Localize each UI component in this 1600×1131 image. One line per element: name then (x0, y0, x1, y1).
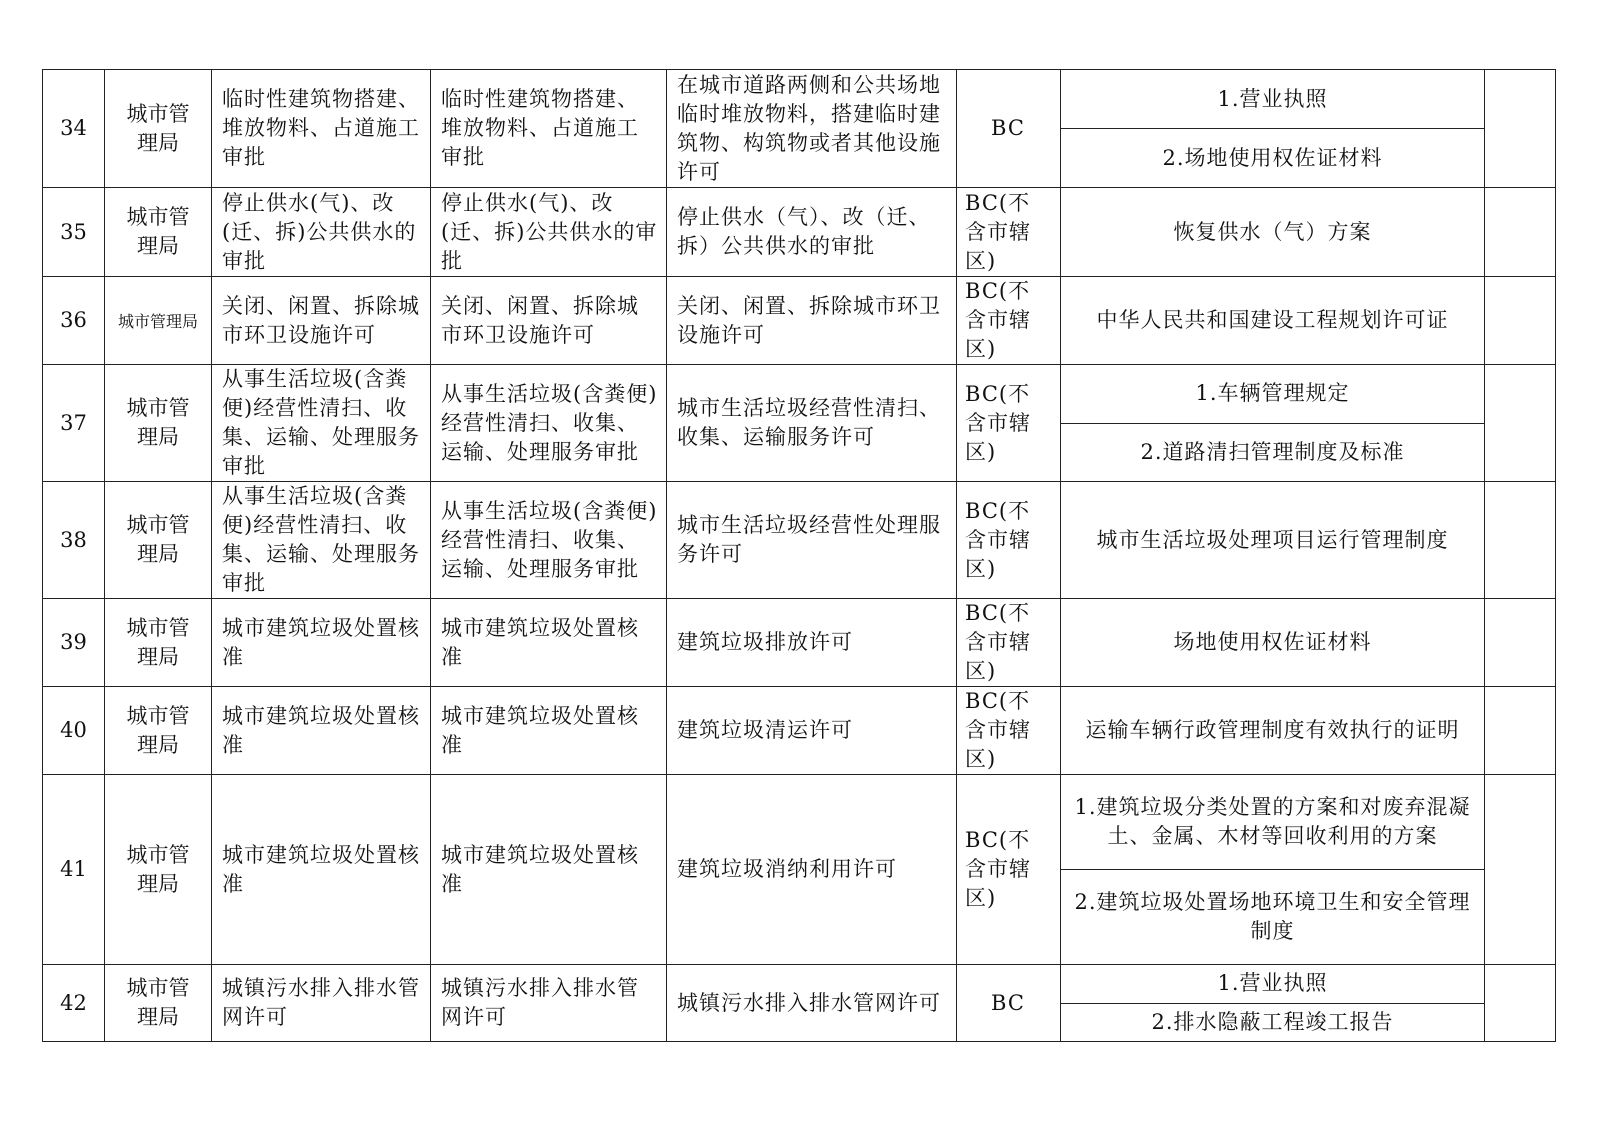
sub-item: 城市建筑垃圾处置核准 (431, 687, 667, 775)
scope-cell (957, 599, 1061, 687)
department-cell (105, 775, 212, 965)
scope-cell (957, 965, 1061, 1042)
sub-item: 城市建筑垃圾处置核准 (431, 775, 667, 965)
sub-item: 城市建筑垃圾处置核准 (431, 599, 667, 687)
scope-cell (957, 70, 1061, 188)
scope-cell (957, 687, 1061, 775)
sub-item: 关闭、闲置、拆除城市环卫设施许可 (431, 277, 667, 365)
department-label: 城市管理局 (118, 311, 199, 331)
scope-cell (957, 365, 1061, 482)
permit-content: 城市生活垃圾经营性处理服务许可 (667, 482, 957, 599)
remarks-cell (1485, 965, 1556, 1042)
permit-table (42, 69, 1556, 1042)
permit-content: 关闭、闲置、拆除城市环卫设施许可 (667, 277, 957, 365)
department-cell (105, 599, 212, 687)
remarks-cell (1485, 70, 1556, 188)
sub-item: 停止供水(气)、改(迁、拆)公共供水的审批 (431, 188, 667, 277)
department-cell (105, 965, 212, 1042)
row-number: 35 (43, 188, 105, 277)
table-row (43, 687, 1556, 775)
remarks-cell (1485, 188, 1556, 277)
row-number: 38 (43, 482, 105, 599)
department-cell (105, 188, 212, 277)
sub-item: 临时性建筑物搭建、堆放物料、占道施工审批 (431, 70, 667, 188)
sub-item: 从事生活垃圾(含粪便)经营性清扫、收集、运输、处理服务审批 (431, 365, 667, 482)
material-item: 1.车辆管理规定 (1061, 365, 1484, 424)
remarks-cell (1485, 277, 1556, 365)
department-cell (105, 365, 212, 482)
approval-item: 城市建筑垃圾处置核准 (212, 687, 431, 775)
remarks-cell (1485, 687, 1556, 775)
row-number: 34 (43, 70, 105, 188)
department-cell (105, 482, 212, 599)
permit-content: 城镇污水排入排水管网许可 (667, 965, 957, 1042)
materials-cell (1061, 599, 1485, 687)
permit-content: 停止供水（气）、改（迁、拆）公共供水的审批 (667, 188, 957, 277)
material-item: 城市生活垃圾处理项目运行管理制度 (1096, 527, 1449, 552)
materials-cell (1061, 70, 1485, 188)
material-item: 2.场地使用权佐证材料 (1162, 145, 1383, 170)
approval-item: 城市建筑垃圾处置核准 (212, 775, 431, 965)
materials-cell (1061, 965, 1485, 1042)
table-row (43, 482, 1556, 599)
scope-label: BC(不含市辖区) (965, 601, 1031, 683)
material-item: 1.营业执照 (1061, 965, 1484, 1004)
department-label: 城市管理局 (126, 615, 190, 669)
materials-cell (1061, 188, 1485, 277)
approval-item: 城市建筑垃圾处置核准 (212, 599, 431, 687)
remarks-cell (1485, 599, 1556, 687)
scope-cell (957, 277, 1061, 365)
department-label: 城市管理局 (126, 703, 190, 757)
table-body (43, 70, 1556, 1042)
remarks-cell (1485, 775, 1556, 965)
department-cell (105, 687, 212, 775)
scope-label: BC (991, 116, 1025, 140)
materials-cell (1061, 775, 1485, 965)
table-row (43, 599, 1556, 687)
material-item: 2.道路清扫管理制度及标准 (1140, 439, 1405, 464)
approval-item: 关闭、闲置、拆除城市环卫设施许可 (212, 277, 431, 365)
table-row (43, 188, 1556, 277)
permit-content: 在城市道路两侧和公共场地临时堆放物料，搭建临时建筑物、构筑物或者其他设施许可 (667, 70, 957, 188)
department-label: 城市管理局 (126, 396, 190, 449)
row-number: 41 (43, 775, 105, 965)
department-label: 城市管理局 (126, 101, 190, 155)
materials-cell (1061, 365, 1485, 482)
scope-label: BC(不含市辖区) (965, 279, 1031, 361)
scope-label: BC(不含市辖区) (965, 828, 1031, 910)
material-item: 2.排水隐蔽工程竣工报告 (1151, 1009, 1394, 1034)
row-number: 36 (43, 277, 105, 365)
department-label: 城市管理局 (126, 842, 190, 896)
material-item: 1.建筑垃圾分类处置的方案和对废弃混凝土、金属、木材等回收利用的方案 (1061, 775, 1484, 870)
materials-cell (1061, 277, 1485, 365)
table-row (43, 70, 1556, 188)
sub-item: 从事生活垃圾(含粪便)经营性清扫、收集、运输、处理服务审批 (431, 482, 667, 599)
table-row (43, 277, 1556, 365)
permit-content: 建筑垃圾清运许可 (667, 687, 957, 775)
department-label: 城市管理局 (126, 513, 190, 566)
scope-label: BC(不含市辖区) (965, 689, 1031, 771)
department-cell (105, 277, 212, 365)
row-number: 37 (43, 365, 105, 482)
scope-label: BC(不含市辖区) (965, 190, 1031, 273)
scope-label: BC(不含市辖区) (965, 381, 1031, 464)
table-row (43, 965, 1556, 1042)
permit-content: 城市生活垃圾经营性清扫、收集、运输服务许可 (667, 365, 957, 482)
material-item: 2.建筑垃圾处置场地环境卫生和安全管理制度 (1074, 890, 1471, 943)
material-item: 恢复供水（气）方案 (1173, 219, 1372, 244)
approval-item: 从事生活垃圾(含粪便)经营性清扫、收集、运输、处理服务审批 (212, 482, 431, 599)
material-item: 中华人民共和国建设工程规划许可证 (1096, 308, 1449, 332)
permit-content: 建筑垃圾排放许可 (667, 599, 957, 687)
row-number: 42 (43, 965, 105, 1042)
material-item: 1.营业执照 (1061, 70, 1484, 129)
scope-label: BC(不含市辖区) (965, 498, 1031, 581)
row-number: 40 (43, 687, 105, 775)
table-row (43, 775, 1556, 965)
scope-cell (957, 188, 1061, 277)
department-cell (105, 70, 212, 188)
materials-cell (1061, 687, 1485, 775)
approval-item: 停止供水(气)、改(迁、拆)公共供水的审批 (212, 188, 431, 277)
approval-item: 从事生活垃圾(含粪便)经营性清扫、收集、运输、处理服务审批 (212, 365, 431, 482)
scope-cell (957, 482, 1061, 599)
table-row (43, 365, 1556, 482)
remarks-cell (1485, 365, 1556, 482)
department-label: 城市管理局 (126, 205, 190, 258)
material-item: 场地使用权佐证材料 (1173, 630, 1372, 654)
scope-cell (957, 775, 1061, 965)
permit-content: 建筑垃圾消纳利用许可 (667, 775, 957, 965)
sub-item: 城镇污水排入排水管网许可 (431, 965, 667, 1042)
material-item: 运输车辆行政管理制度有效执行的证明 (1085, 718, 1460, 742)
row-number: 39 (43, 599, 105, 687)
department-label: 城市管理局 (126, 976, 190, 1029)
approval-item: 临时性建筑物搭建、堆放物料、占道施工审批 (212, 70, 431, 188)
materials-cell (1061, 482, 1485, 599)
scope-label: BC (991, 990, 1025, 1015)
approval-item: 城镇污水排入排水管网许可 (212, 965, 431, 1042)
remarks-cell (1485, 482, 1556, 599)
